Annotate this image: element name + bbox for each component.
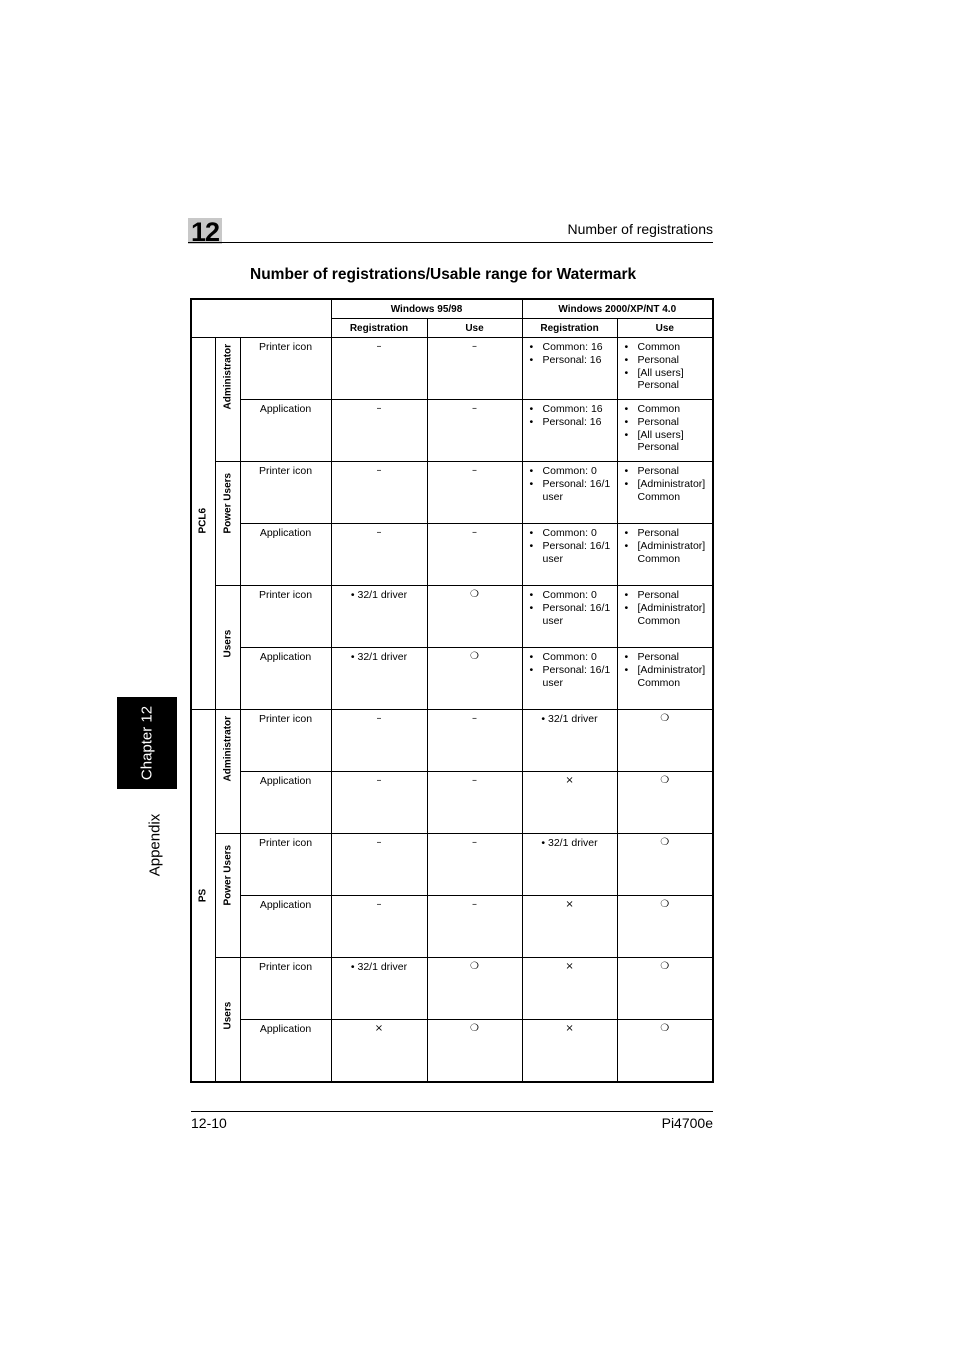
table-cell xyxy=(617,462,713,524)
col-group-header: Windows 2000/XP/NT 4.0 xyxy=(522,299,713,319)
table-row xyxy=(191,1020,713,1083)
table-cell: ❍ xyxy=(427,958,522,1020)
feature-cell: Printer icon xyxy=(240,710,331,772)
driver-cell xyxy=(191,710,215,1083)
table-row xyxy=(191,338,713,400)
bullet-item: • Personal: 16/1 user xyxy=(530,478,617,504)
table-cell xyxy=(617,648,713,710)
table-cell: ❍ xyxy=(427,1020,522,1083)
bullet-list xyxy=(523,524,617,565)
bullet-item: • Personal xyxy=(625,527,713,540)
user-group-label: Users xyxy=(222,629,233,658)
table-cell xyxy=(617,586,713,648)
table-cell: • 32/1 driver xyxy=(331,586,427,648)
table-cell xyxy=(617,338,713,400)
table-cell xyxy=(522,462,617,524)
appendix-side-label: Appendix xyxy=(146,813,164,877)
table-cell: – xyxy=(331,772,427,834)
watermark-registration-table xyxy=(190,298,714,1083)
feature-cell: Application xyxy=(240,400,331,462)
col-header: Use xyxy=(617,319,713,338)
running-header-title: Number of registrations xyxy=(567,221,713,237)
bullet-item: • Common: 16 xyxy=(530,403,617,416)
feature-cell: Printer icon xyxy=(240,834,331,896)
driver-label: PS xyxy=(197,888,209,903)
feature-cell: Application xyxy=(240,896,331,958)
bullet-item: • Common: 0 xyxy=(530,589,617,602)
table-row xyxy=(191,524,713,586)
table-corner-cell xyxy=(191,299,331,338)
bullet-list xyxy=(523,338,617,367)
table-cell: • 32/1 driver xyxy=(331,958,427,1020)
user-group-label: Administrator xyxy=(222,343,233,410)
bullet-list xyxy=(523,586,617,627)
user-group-cell xyxy=(215,834,240,958)
chapter-side-tab-label: Chapter 12 xyxy=(138,705,156,781)
user-group-label: Administrator xyxy=(222,715,233,782)
col-header: Use xyxy=(427,319,522,338)
table-cell: • 32/1 driver xyxy=(331,648,427,710)
table-row xyxy=(191,958,713,1020)
bullet-item: • Personal: 16/1 user xyxy=(530,664,617,690)
section-title: Number of registrations/Usable range for Watermark xyxy=(250,266,637,283)
table-cell xyxy=(617,400,713,462)
user-group-cell xyxy=(215,586,240,710)
table-cell: – xyxy=(331,896,427,958)
table-row xyxy=(191,462,713,524)
bullet-item: • Common: 16 xyxy=(530,341,617,354)
user-group-cell xyxy=(215,338,240,462)
table-cell xyxy=(522,338,617,400)
chapter-number-badge: 12 xyxy=(188,218,222,244)
driver-cell xyxy=(191,338,215,710)
bullet-item: • Personal: 16/1 user xyxy=(530,540,617,566)
bullet-item: • Personal xyxy=(625,465,713,478)
bullet-list xyxy=(618,648,713,689)
table-cell: – xyxy=(331,400,427,462)
feature-cell: Printer icon xyxy=(240,958,331,1020)
table-cell xyxy=(617,524,713,586)
bullet-list xyxy=(523,648,617,689)
bullet-list xyxy=(618,338,713,392)
table-cell: ❍ xyxy=(427,586,522,648)
table-cell: – xyxy=(331,462,427,524)
bullet-item: • Personal: 16 xyxy=(530,416,617,429)
feature-cell: Printer icon xyxy=(240,338,331,400)
table-cell: × xyxy=(522,772,617,834)
table-cell: ❍ xyxy=(617,710,713,772)
bullet-item: • [Administrator] Common xyxy=(625,540,713,566)
feature-cell: Application xyxy=(240,524,331,586)
table-cell: • 32/1 driver xyxy=(522,710,617,772)
table-body xyxy=(191,338,713,1083)
table-cell: – xyxy=(427,462,522,524)
user-group-cell xyxy=(215,462,240,586)
table-cell: × xyxy=(522,958,617,1020)
page-number: 12-10 xyxy=(191,1115,227,1131)
col-header: Registration xyxy=(522,319,617,338)
bullet-item: • Common: 0 xyxy=(530,651,617,664)
bullet-item: • Common: 0 xyxy=(530,527,617,540)
table-cell: – xyxy=(427,834,522,896)
table-row xyxy=(191,648,713,710)
bullet-list xyxy=(618,524,713,565)
user-group-cell xyxy=(215,958,240,1083)
table-cell: – xyxy=(427,772,522,834)
bullet-item: • [Administrator] Common xyxy=(625,664,713,690)
bullet-list xyxy=(523,462,617,503)
table-cell: × xyxy=(331,1020,427,1083)
table-cell: ❍ xyxy=(617,772,713,834)
table-cell: – xyxy=(427,710,522,772)
bullet-item: • Common xyxy=(625,403,713,416)
bullet-item: • [All users] Personal xyxy=(625,429,713,455)
table-row xyxy=(191,772,713,834)
table-row xyxy=(191,710,713,772)
table-cell xyxy=(522,400,617,462)
table-cell xyxy=(522,648,617,710)
bullet-list xyxy=(618,462,713,503)
bullet-item: • Personal xyxy=(625,416,713,429)
header-rule xyxy=(188,242,713,243)
table-cell: – xyxy=(427,400,522,462)
bullet-item: • [Administrator] Common xyxy=(625,478,713,504)
table-cell: ❍ xyxy=(427,648,522,710)
bullet-list xyxy=(618,400,713,454)
bullet-item: • Common xyxy=(625,341,713,354)
table-cell: ❍ xyxy=(617,1020,713,1083)
table-cell: ❍ xyxy=(617,896,713,958)
bullet-item: • [Administrator] Common xyxy=(625,602,713,628)
table-row xyxy=(191,586,713,648)
table-row xyxy=(191,896,713,958)
footer-rule xyxy=(191,1111,713,1112)
table-cell xyxy=(522,524,617,586)
product-name: Pi4700e xyxy=(661,1115,713,1131)
table-cell: – xyxy=(427,524,522,586)
user-group-label: Power Users xyxy=(222,472,233,534)
feature-cell: Printer icon xyxy=(240,462,331,524)
bullet-item: • [All users] Personal xyxy=(625,367,713,393)
col-header: Registration xyxy=(331,319,427,338)
feature-cell: Printer icon xyxy=(240,586,331,648)
bullet-item: • Personal xyxy=(625,589,713,602)
table-cell: – xyxy=(331,338,427,400)
table-cell: – xyxy=(427,896,522,958)
feature-cell: Application xyxy=(240,772,331,834)
driver-label: PCL6 xyxy=(197,507,209,534)
col-group-header: Windows 95/98 xyxy=(331,299,522,319)
bullet-list xyxy=(523,400,617,429)
table-cell: – xyxy=(331,524,427,586)
user-group-cell xyxy=(215,710,240,834)
bullet-item: • Common: 0 xyxy=(530,465,617,478)
table-cell: – xyxy=(427,338,522,400)
bullet-item: • Personal: 16 xyxy=(530,354,617,367)
table-cell: × xyxy=(522,1020,617,1083)
table-cell: × xyxy=(522,896,617,958)
bullet-item: • Personal xyxy=(625,354,713,367)
table-cell: • 32/1 driver xyxy=(522,834,617,896)
table-cell: ❍ xyxy=(617,958,713,1020)
table-cell: – xyxy=(331,834,427,896)
user-group-label: Users xyxy=(222,1001,233,1030)
feature-cell: Application xyxy=(240,648,331,710)
user-group-label: Power Users xyxy=(222,844,233,906)
bullet-item: • Personal xyxy=(625,651,713,664)
table-row xyxy=(191,400,713,462)
bullet-item: • Personal: 16/1 user xyxy=(530,602,617,628)
table-cell: – xyxy=(331,710,427,772)
table-cell: ❍ xyxy=(617,834,713,896)
bullet-list xyxy=(618,586,713,627)
table-row xyxy=(191,834,713,896)
feature-cell: Application xyxy=(240,1020,331,1083)
table-cell xyxy=(522,586,617,648)
